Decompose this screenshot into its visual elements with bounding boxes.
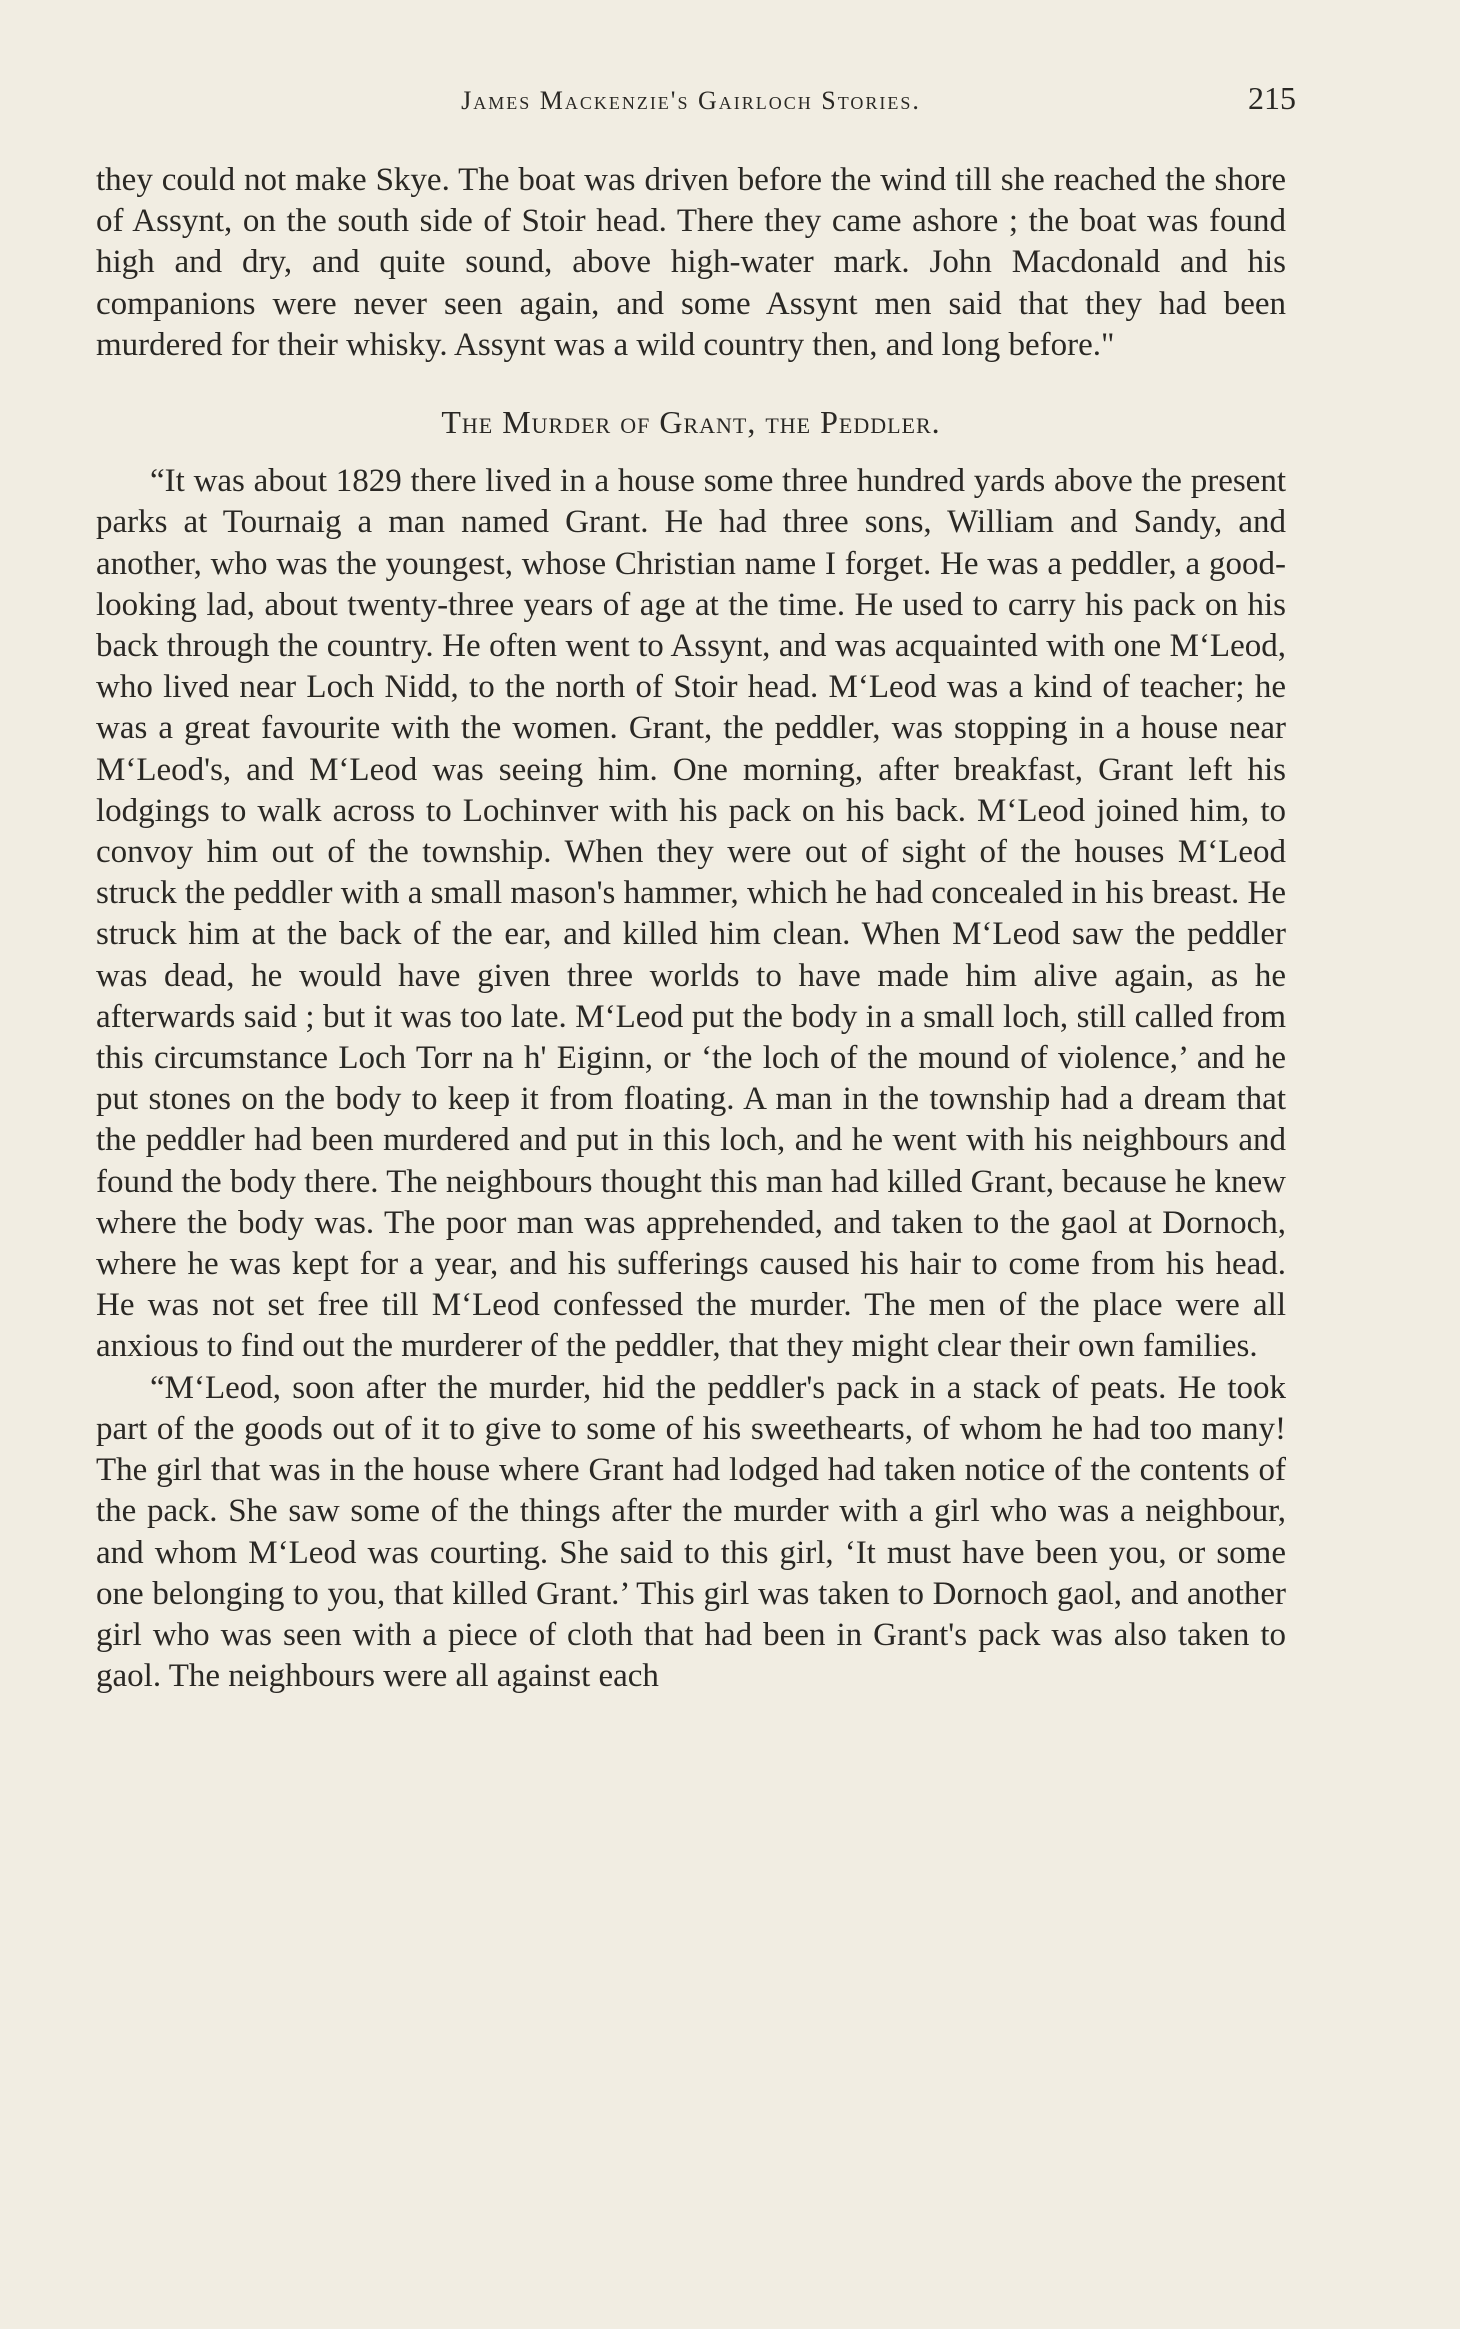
page-body (96, 160, 1286, 1697)
page-number: 215 (1248, 80, 1296, 116)
running-title: James Mackenzie's Gairloch Stories. (461, 86, 921, 115)
paragraph: they could not make Skye. The boat was driven before the wind till she reached the shore of Assynt, on the south side of Stoir head. There they came ashore ; the boat was found high and dry, and quite sound, above high-water mark. John Macdonald and his companions were never seen again, and some Assynt men said that they had been murdered for their whisky. Assynt was a wild country then, and long before." (96, 162, 1286, 363)
running-head (96, 80, 1296, 130)
paragraph: “M‘Leod, soon after the murder, hid the peddler's pack in a stack of peats. He took part of the goods out of it to give to some of his sweethearts, of whom he had too many! The girl that was in the house where Grant had lodged had taken notice of the contents of the pack. She saw some of the things after the murder with a girl who was a neighbour, and whom M‘Leod was courting. She said to this girl, ‘It must have been you, or some one belonging to you, that killed Grant.’ This girl was taken to Dornoch gaol, and another girl who was seen with a piece of cloth that had been in Grant's pack was also taken to gaol. The neighbours were all against each (96, 1369, 1286, 1695)
section-heading: The Murder of Grant, the Peddler. (441, 404, 941, 441)
paragraph: “It was about 1829 there lived in a house some three hundred yards above the present parks at Tournaig a man named Grant. He had three sons, William and Sandy, and another, who was the youngest, whose Christian name I forget. He was a peddler, a good-looking lad, about twenty-three years of age at the time. He used to carry his pack on his back through the country. He often went to Assynt, and was acquainted with one M‘Leod, who lived near Loch Nidd, to the north of Stoir head. M‘Leod was a kind of teacher; he was a great favourite with the women. Grant, the peddler, was stopping in a house near M‘Leod's, and M‘Leod was seeing him. One morning, after breakfast, Grant left his lodgings to walk across to Lochinver with his pack on his back. M‘Leod joined him, to convoy him out of the township. When they were out of sight of the houses M‘Leod struck the peddler with a small mason's hammer, which he had concealed in his breast. He struck him at the back of the ear, and killed him clean. When M‘Leod saw the peddler was dead, he would have given three worlds to have made him alive again, as he afterwards said ; but it was too late. M‘Leod put the body in a small loch, still called from this circumstance Loch Torr na h' Eiginn, or ‘the loch of the mound of violence,’ and he put stones on the body to keep it from floating. A man in the township had a dream that the peddler had been murdered and put in this loch, and he went with his neighbours and found the body there. The neighbours thought this man had killed Grant, because he knew where the body was. The poor man was apprehended, and taken to the gaol at Dornoch, where he was kept for a year, and his sufferings caused his hair to come from his head. He was not set free till M‘Leod confessed the murder. The men of the place were all anxious to find out the murderer of the peddler, that they might clear their own families. (96, 463, 1286, 1365)
